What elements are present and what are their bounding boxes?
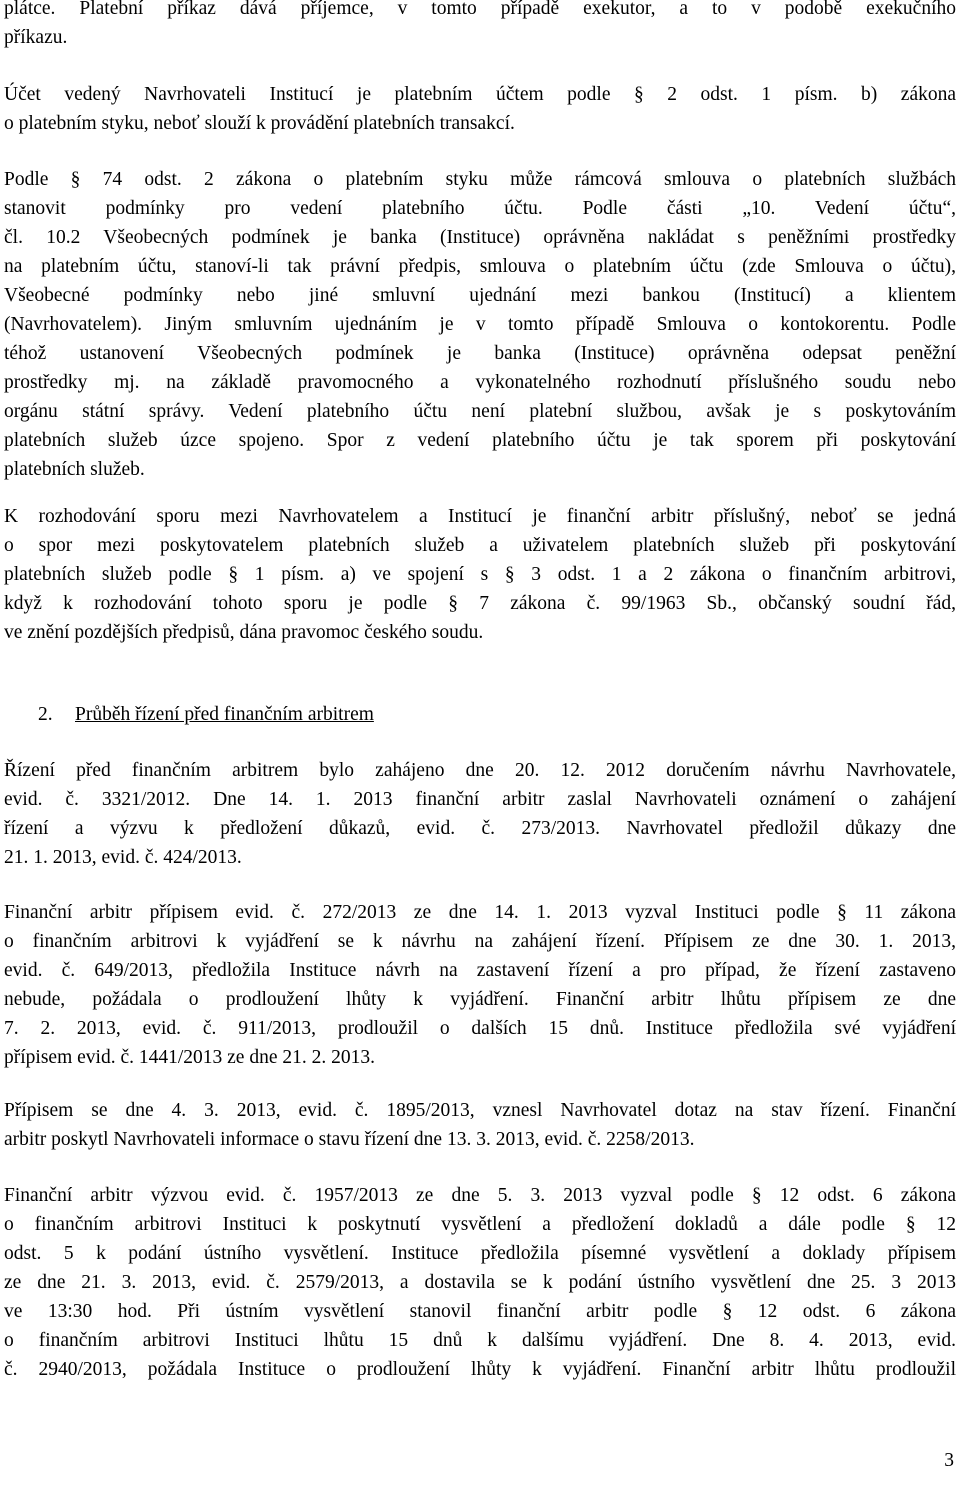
text-line: Finanční arbitr výzvou evid. č. 1957/2013 ze dne 5. 3. 2013 vyzval podle § 12 odst. 6 zákona	[4, 1185, 956, 1206]
text-line: orgánu státní správy. Vedení platebního účtu není platební službou, avšak je s poskytováním	[4, 401, 956, 422]
text-line: arbitr poskytl Navrhovateli informace o stavu řízení dne 13. 3. 2013, evid. č. 2258/2013.	[4, 1129, 695, 1150]
text-line: čl. 10.2 Všeobecných podmínek je banka (Instituce) oprávněna nakládat s peněžními prostředky	[4, 227, 956, 248]
text-line: odst. 5 k podání ústního vysvětlení. Instituce předložila písemné vysvětlení a doklady přípisem	[4, 1243, 956, 1264]
text-line: č. 2940/2013, požádala Instituce o prodloužení lhůty k vyjádření. Finanční arbitr lhůtu prodloužil	[4, 1359, 956, 1380]
paragraph-proceedings-start	[4, 756, 956, 872]
text-line: o platebním styku, neboť slouží k provádění platebních transakcí.	[4, 113, 515, 134]
text-line: nebude, požádala o prodloužení lhůty k vyjádření. Finanční arbitr lhůtu přípisem ze dne	[4, 989, 956, 1010]
text-line: Účet vedený Navrhovateli Institucí je platebním účtem podle § 2 odst. 1 písm. b) zákona	[4, 84, 956, 105]
text-line: řízení a výzvu k předložení důkazů, evid. č. 273/2013. Navrhovatel předložil důkazy dne	[4, 818, 956, 839]
text-line: o finančním arbitrovi k vyjádření se k návrhu na zahájení řízení. Přípisem ze dne 30. 1. 2013,	[4, 931, 956, 952]
text-line: 7. 2. 2013, evid. č. 911/2013, prodloužil o dalších 15 dnů. Instituce předložila své vyjádření	[4, 1018, 956, 1039]
text-line: evid. č. 3321/2012. Dne 14. 1. 2013 finanční arbitr zaslal Navrhovateli oznámení o zahájení	[4, 789, 956, 810]
text-line: platebních služeb.	[4, 459, 145, 480]
paragraph-jurisdiction	[4, 502, 956, 647]
paragraph-account-conditions	[4, 165, 956, 484]
text-line: když k rozhodování tohoto sporu je podle § 7 zákona č. 99/1963 Sb., občanský soudní řád,	[4, 593, 956, 614]
text-line: platebních služeb podle § 1 písm. a) ve spojení s § 3 odst. 1 a 2 zákona o finančním arbitrovi,	[4, 564, 956, 585]
paragraph-institution-response	[4, 898, 956, 1072]
text-line: ze dne 21. 3. 2013, evid. č. 2579/2013, a dostavila se k podání ústního vysvětlení dne 25. 3 2013	[4, 1272, 956, 1293]
text-line: Všeobecné podmínky nebo jiné smluvní ujednání mezi bankou (Institucí) a klientem	[4, 285, 956, 306]
text-line: o finančním arbitrovi Instituci k poskytnutí vysvětlení a předložení dokladů a dále podle § 12	[4, 1214, 956, 1235]
text-line: K rozhodování sporu mezi Navrhovatelem a Institucí je finanční arbitr příslušný, neboť se jedná	[4, 506, 956, 527]
text-line: Přípisem se dne 4. 3. 2013, evid. č. 1895/2013, vznesl Navrhovatel dotaz na stav řízení. Finanční	[4, 1100, 956, 1121]
text-line: o finančním arbitrovi Instituci lhůtu 15 dnů k dalšímu vyjádření. Dne 8. 4. 2013, evid.	[4, 1330, 956, 1351]
text-line: ve znění pozdějších předpisů, dána pravomoc českého soudu.	[4, 622, 484, 643]
text-line: evid. č. 649/2013, předložila Instituce návrh na zastavení řízení a pro případ, že řízení zastaveno	[4, 960, 956, 981]
text-line: stanovit podmínky pro vedení platebního účtu. Podle části „10. Vedení účtu“,	[4, 198, 956, 219]
text-line: platebních služeb úzce spojeno. Spor z vedení platebního účtu je tak sporem při poskytování	[4, 430, 956, 451]
text-line: Finanční arbitr přípisem evid. č. 272/2013 ze dne 14. 1. 2013 vyzval Instituci podle § 11 zákona	[4, 902, 956, 923]
text-line: ve 13:30 hod. Při ústním vysvětlení stanovil finanční arbitr podle § 12 odst. 6 zákona	[4, 1301, 956, 1322]
text-line: Podle § 74 odst. 2 zákona o platebním styku může rámcová smlouva o platebních službách	[4, 169, 956, 190]
text-line: téhož ustanovení Všeobecných podmínek je banka (Instituce) oprávněna odepsat peněžní	[4, 343, 956, 364]
text-line: příkazu.	[4, 27, 68, 48]
paragraph-payment-account	[4, 80, 956, 138]
text-line: na platebním účtu, stanoví-li tak právní předpis, smlouva o platebním účtu (zde Smlouva o účtu),	[4, 256, 956, 277]
text-line: 21. 1. 2013, evid. č. 424/2013.	[4, 847, 242, 868]
text-line: Řízení před finančním arbitrem bylo zahájeno dne 20. 12. 2012 doručením návrhu Navrhovatele,	[4, 760, 956, 781]
paragraph-explanation-request	[4, 1181, 956, 1384]
section-title: Průběh řízení před finančním arbitrem	[75, 704, 374, 725]
paragraph-payment-order	[4, 0, 956, 52]
paragraph-status-inquiry	[4, 1096, 956, 1154]
text-line: přípisem evid. č. 1441/2013 ze dne 21. 2. 2013.	[4, 1047, 375, 1068]
page-number: 3	[944, 1450, 954, 1471]
section-number: 2.	[38, 704, 53, 725]
text-line: o spor mezi poskytovatelem platebních služeb a uživatelem platebních služeb při poskytování	[4, 535, 956, 556]
text-line: prostředky mj. na základě pravomocného a vykonatelného rozhodnutí příslušného soudu nebo	[4, 372, 956, 393]
text-line: (Navrhovatelem). Jiným smluvním ujednáním je v tomto případě Smlouva o kontokorentu. Podle	[4, 314, 956, 335]
text-line: plátce. Platební příkaz dává příjemce, v tomto případě exekutor, a to v podobě exekučního	[4, 0, 956, 19]
section-heading	[38, 700, 374, 729]
